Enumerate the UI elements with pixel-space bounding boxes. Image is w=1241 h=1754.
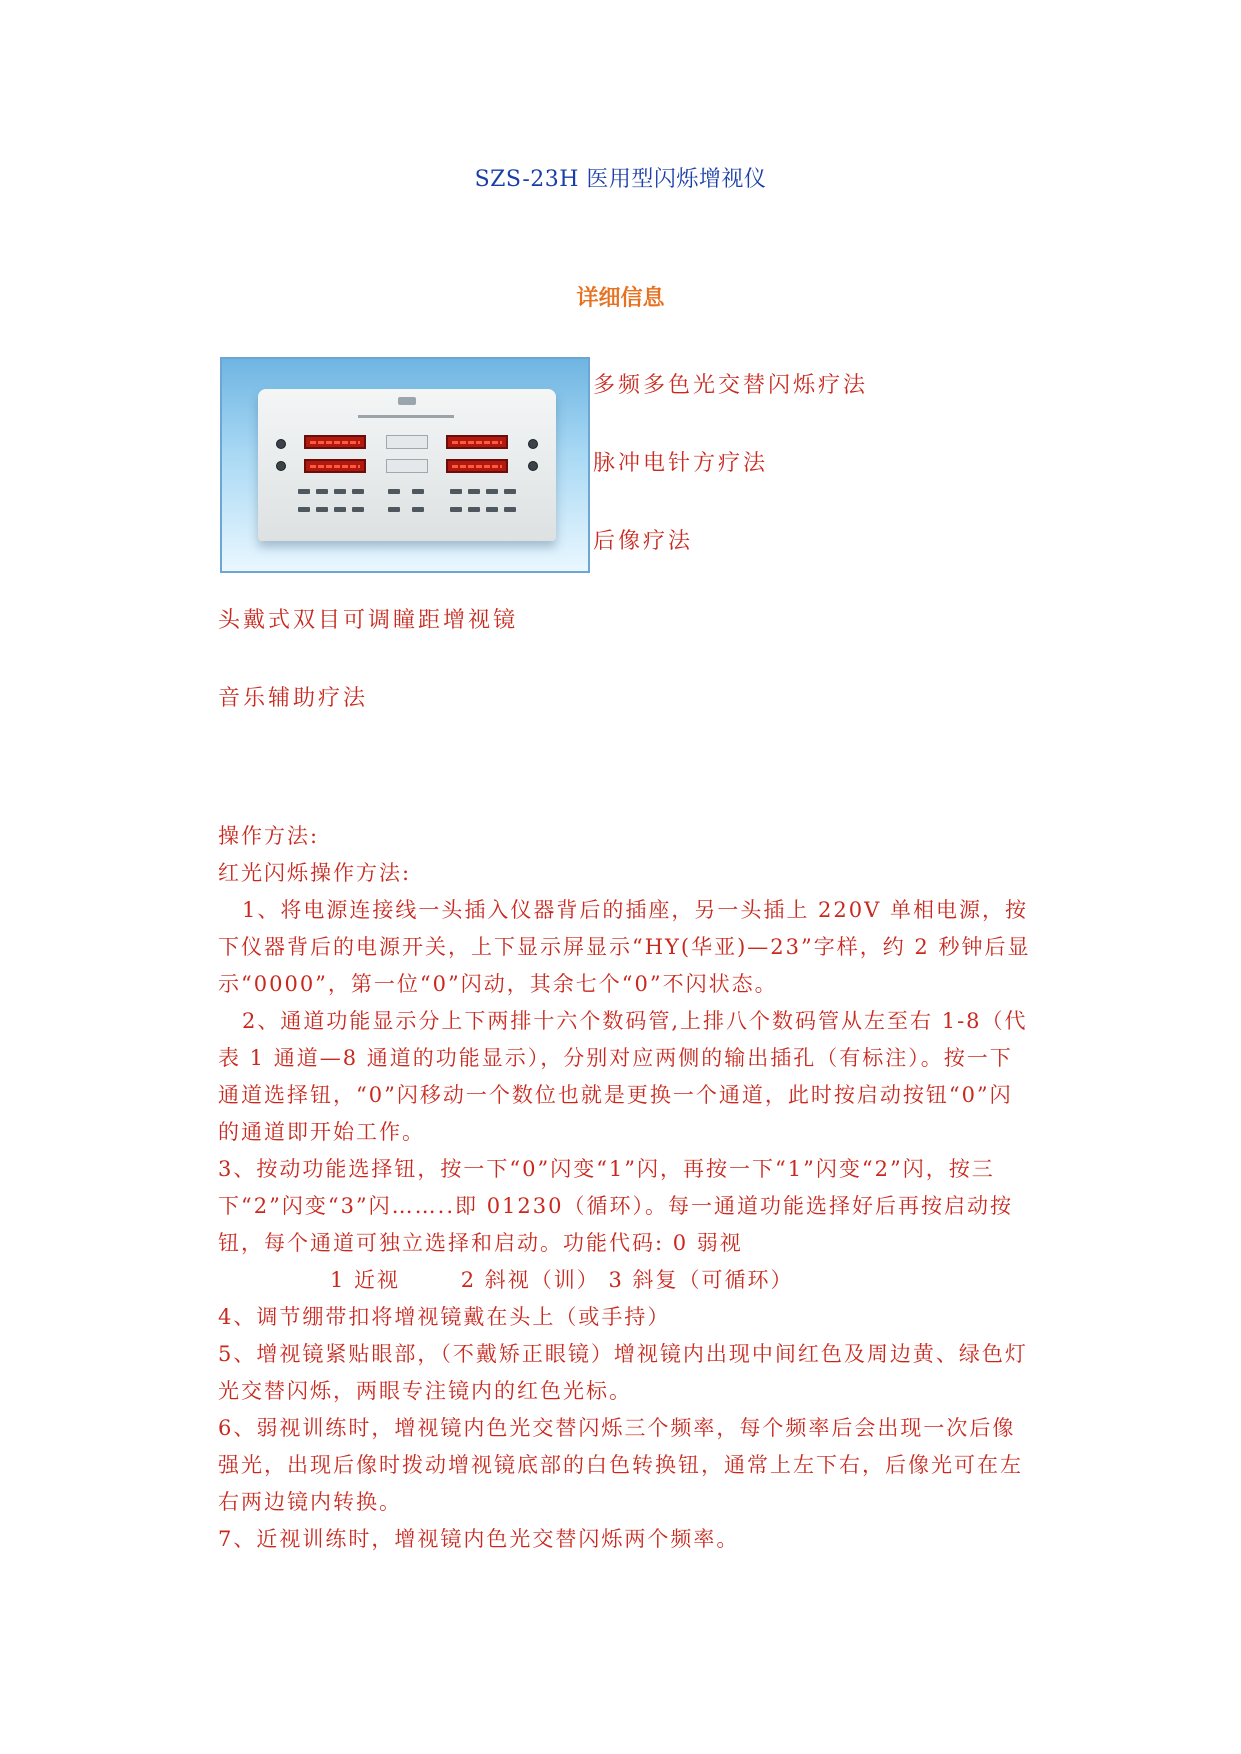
step-paragraph: 5、增视镜紧贴眼部，（不戴矫正眼镜）增视镜内出现中间红色及周边黄、绿色灯光交替闪烁，两眼专注镜内的红色光标。 — [218, 1342, 1028, 1403]
step-paragraph: 2、通道功能显示分上下两排十六个数码管,上排八个数码管从左至右 1-8（代表 1 通道—8 通道的功能显示），分别对应两侧的输出插孔（有标注）。按一下通道选择钮，“0”闪移动一个数位也就是更换一个通道，此时按启动按钮“0”闪的通道即开始工作。 — [218, 1009, 1028, 1144]
feature-item: 脉冲电针方疗法 — [593, 451, 769, 476]
device-photo — [220, 357, 590, 573]
operation-heading: 操作方法: — [218, 824, 320, 848]
step-paragraph: 3、按动功能选择钮，按一下“0”闪变“1”闪，再按一下“1”闪变“2”闪，按三下“2”闪变“3”闪……..即 01230（循环）。每一通道功能选择好后再按启动按钮，每个通道可独立选择和启动。功能代码: 0 弱视 — [218, 1157, 1013, 1255]
step-paragraph: 7、近视训练时，增视镜内色光交替闪烁两个频率。 — [218, 1527, 740, 1551]
feature-item: 后像疗法 — [593, 529, 694, 554]
section-subtitle: 详细信息 — [576, 286, 665, 311]
feature-item: 音乐辅助疗法 — [218, 686, 369, 711]
page-title: SZS-23H 医用型闪烁增视仪 — [474, 167, 767, 192]
device-photo-icon — [258, 389, 556, 541]
step-paragraph: 6、弱视训练时，增视镜内色光交替闪烁三个频率，每个频率后会出现一次后像强光，出现后像时拨动增视镜底部的白色转换钮，通常上左下右，后像光可在左右两边镜内转换。 — [218, 1416, 1023, 1514]
step-paragraph: 1、将电源连接线一头插入仪器背后的插座，另一头插上 220V 单相电源，按下仪器背后的电源开关，上下显示屏显示“HY(华亚)—23”字样，约 2 秒钟后显示“0000”，第一位“0”闪动，其余七个“0”不闪状态。 — [218, 898, 1031, 996]
operation-section — [218, 818, 1033, 1558]
operation-subheading: 红光闪烁操作方法: — [218, 861, 412, 885]
function-codes: 1 近视 2 斜视（训） 3 斜复（可循环） — [330, 1268, 794, 1292]
feature-item: 头戴式双目可调瞳距增视镜 — [218, 608, 519, 633]
feature-item: 多频多色光交替闪烁疗法 — [593, 373, 869, 398]
step-paragraph: 4、调节绷带扣将增视镜戴在头上（或手持） — [218, 1305, 671, 1329]
